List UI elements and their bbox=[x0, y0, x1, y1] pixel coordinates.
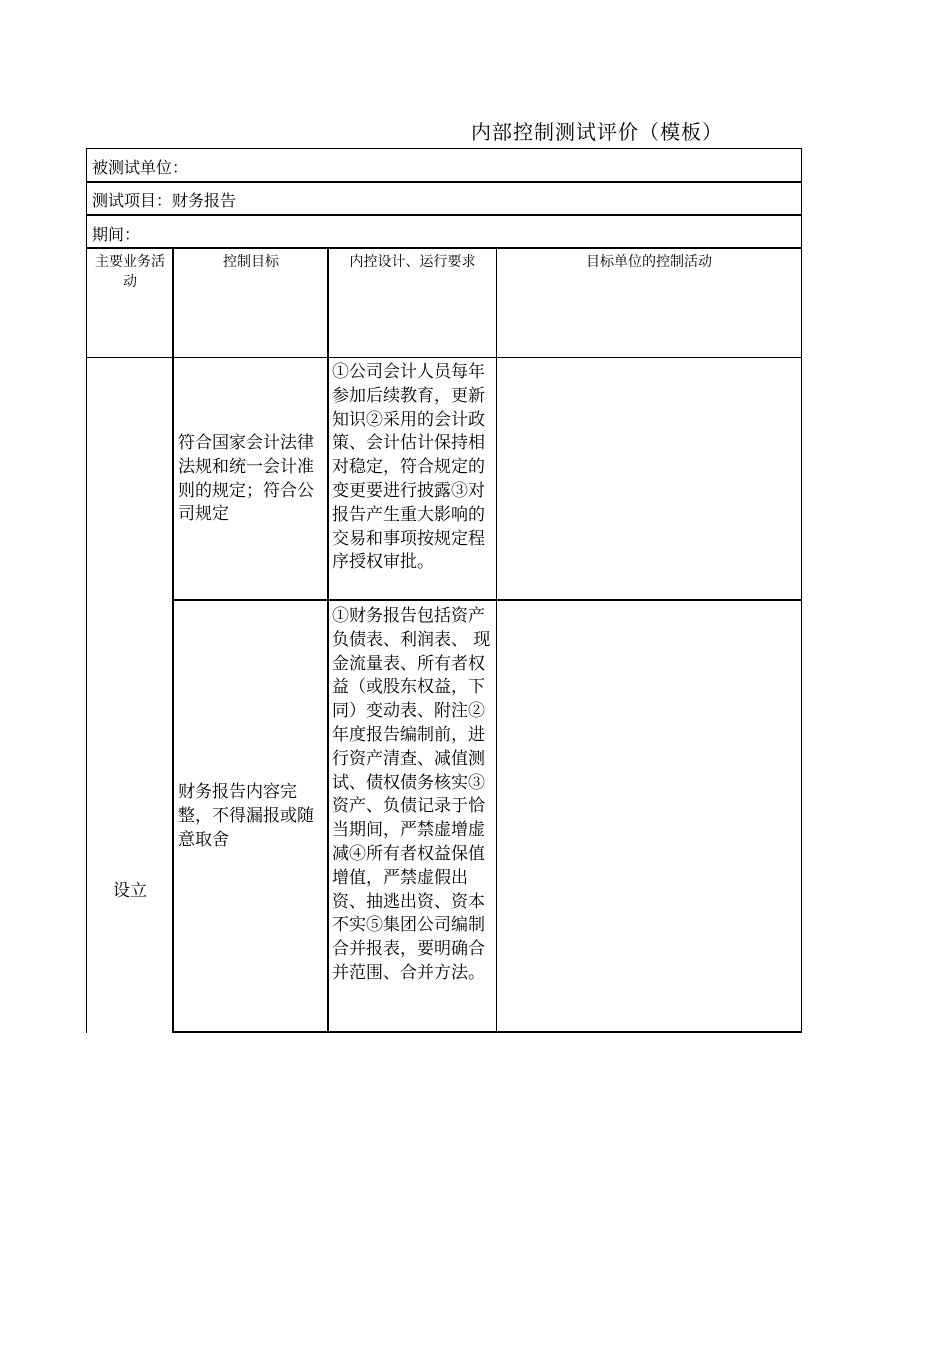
rule-info-1 bbox=[86, 181, 802, 183]
rule-info-3 bbox=[86, 247, 802, 249]
row-2-objective: 财务报告内容完整，不得漏报或随意取舍 bbox=[178, 782, 314, 850]
rule-col-1 bbox=[172, 247, 174, 1033]
rule-col-2 bbox=[327, 247, 329, 1033]
test-project-label: 测试项目：财务报告 bbox=[92, 191, 237, 210]
header-objective: 控制目标 bbox=[223, 254, 279, 270]
rule-right bbox=[801, 148, 802, 1033]
tested-unit-label: 被测试单位： bbox=[92, 158, 189, 177]
row-1-requirement: ①公司会计人员每年参加后续教育，更新知识②采用的会计政策、会计估计保持相对稳定，符合规定的变更要进行披露③对报告产生重大影响的交易和事项按规定程序授权审批。 bbox=[332, 362, 485, 573]
rule-row-2-bottom bbox=[172, 1031, 802, 1033]
header-requirement: 内控设计、运行要求 bbox=[349, 254, 476, 270]
period-label: 期间： bbox=[92, 225, 141, 244]
rule-col-3 bbox=[496, 247, 497, 1033]
group-activity-label: 设立 bbox=[113, 881, 147, 901]
rule-info-2 bbox=[86, 214, 802, 216]
header-activity: 主要业务活动 bbox=[95, 254, 165, 290]
rule-left bbox=[86, 148, 87, 1033]
row-2-requirement: ①财务报告包括资产负债表、利润表、 现金流量表、所有者权益（或股东权益，下同）变动表、附注②年度报告编制前，进行资产清查、减值测试、债权债务核实③资产、负债记录于恰当期间，严禁虚增虚减④所有者权益保值增值，严禁虚假出资、抽逃出资、资本不实⑤集团公司编制合并报表，要明确合并范围、合并方法。 bbox=[332, 606, 491, 983]
rule-header-bottom bbox=[86, 357, 802, 358]
page-title: 内部控制测试评价（模板） bbox=[471, 120, 723, 144]
header-unit-activity: 目标单位的控制活动 bbox=[586, 254, 712, 270]
rule-row-1-bottom bbox=[172, 599, 802, 601]
row-1-objective: 符合国家会计法律法规和统一会计准则的规定；符合公司规定 bbox=[178, 433, 314, 525]
rule-top bbox=[86, 148, 802, 149]
